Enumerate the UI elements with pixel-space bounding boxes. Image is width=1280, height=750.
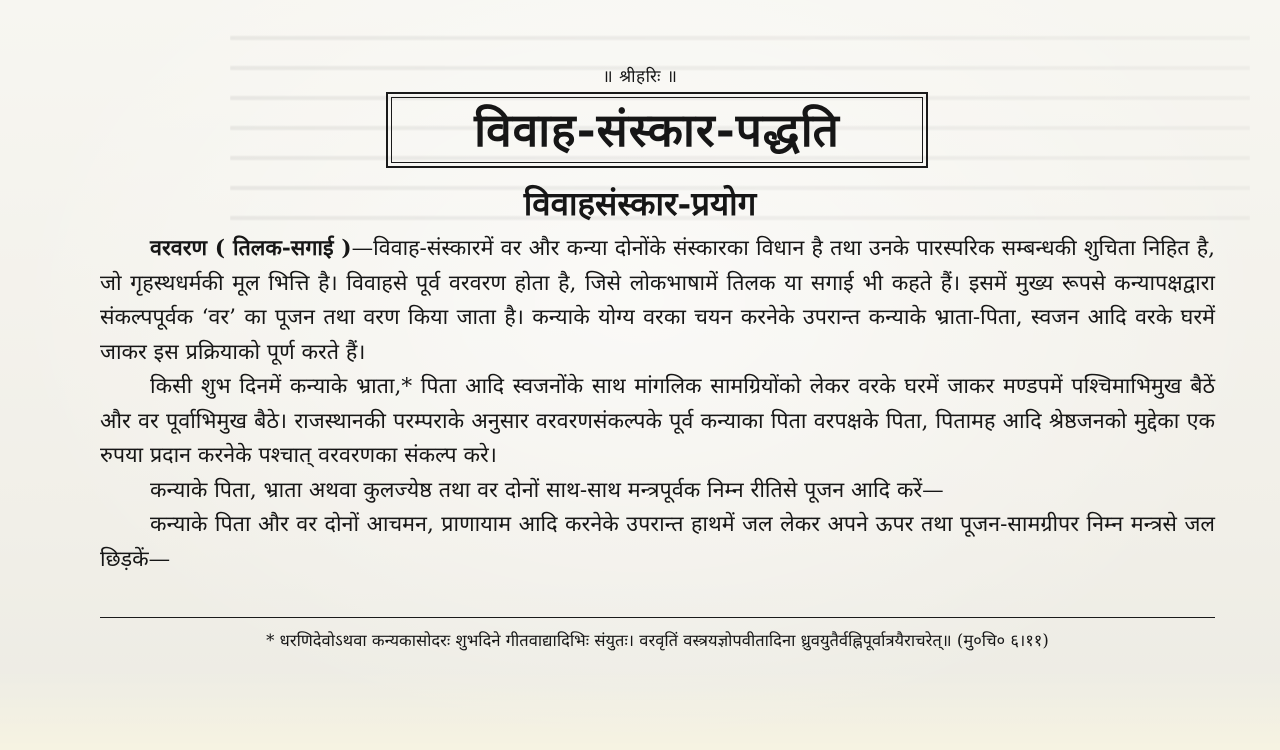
- paragraph-lead: वरवरण ( तिलक-सगाई ): [150, 236, 352, 261]
- page-title: विवाह-संस्कार-पद्धति: [474, 103, 840, 157]
- section-heading: विवाहसंस्कार-प्रयोग: [523, 184, 757, 223]
- footnote-divider: [100, 617, 1215, 618]
- title-frame-inner: [391, 97, 923, 163]
- invocation-line: ॥ श्रीहरिः ॥: [602, 67, 678, 87]
- body-text: [100, 232, 1215, 577]
- paragraph-achaman: कन्याके पिता और वर दोनों आचमन, प्राणायाम आदि करनेके उपरान्त हाथमें जल लेकर अपने ऊपर तथा पूजन-सामग्रीपर निम्न मन्त्रसे जल छिड़कें—: [100, 512, 1215, 572]
- page-lighting: [0, 670, 1280, 750]
- paragraph-text: —विवाह-संस्कारमें वर और कन्या दोनोंके संस्कारका विधान है तथा उनके पारस्परिक सम्बन्धकी शुचिता निहित है, जो गृहस्थधर्मकी मूल भित्ति है। विवाहसे पूर्व वरवरण होता है, जिसे लोकभाषामें तिलक या सगाई भी कहते हैं। इसमें मुख्य रूपसे कन्यापक्षद्वारा संकल्पपूर्वक ‘वर’ का पूजन तथा वरण किया जाता है। कन्याके योग्य वरका चयन करनेके उपरान्त कन्याके भ्राता-पिता, स्वजन आदि वरके घरमें जाकर इस प्रक्रियाको पूर्ण करते हैं।: [100, 236, 1215, 365]
- title-frame: [386, 92, 928, 168]
- paragraph-worship: कन्याके पिता, भ्राता अथवा कुलज्येष्ठ तथा वर दोनों साथ-साथ मन्त्रपूर्वक निम्न रीतिसे पूजन आदि करें—: [150, 477, 944, 503]
- paragraph-auspicious-day: किसी शुभ दिनमें कन्याके भ्राता,* पिता आदि स्वजनोंके साथ मांगलिक सामग्रियोंको लेकर वरके घरमें जाकर मण्डपमें पश्चिमाभिमुख बैठें और वर पूर्वाभिमुख बैठे। राजस्थानकी परम्पराके अनुसार वरवरणसंकल्पके पूर्व कन्याका पिता वरपक्षके पिता, पितामह आदि श्रेष्ठजनको मुद्देका एक रुपया प्रदान करनेके पश्चात् वरवरणका संकल्प करे।: [100, 374, 1215, 468]
- footnote: * धरणिदेवोऽथवा कन्यकासोदरः शुभदिने गीतवाद्यादिभिः संयुतः। वरवृतिं वस्त्रयज्ञोपवीतादिना ध्रुवयुतैर्वह्निपूर्वात्रयैराचरेत्॥ (मु०चि० ६।११): [266, 631, 1049, 650]
- paragraph-varavaran: [100, 232, 1215, 370]
